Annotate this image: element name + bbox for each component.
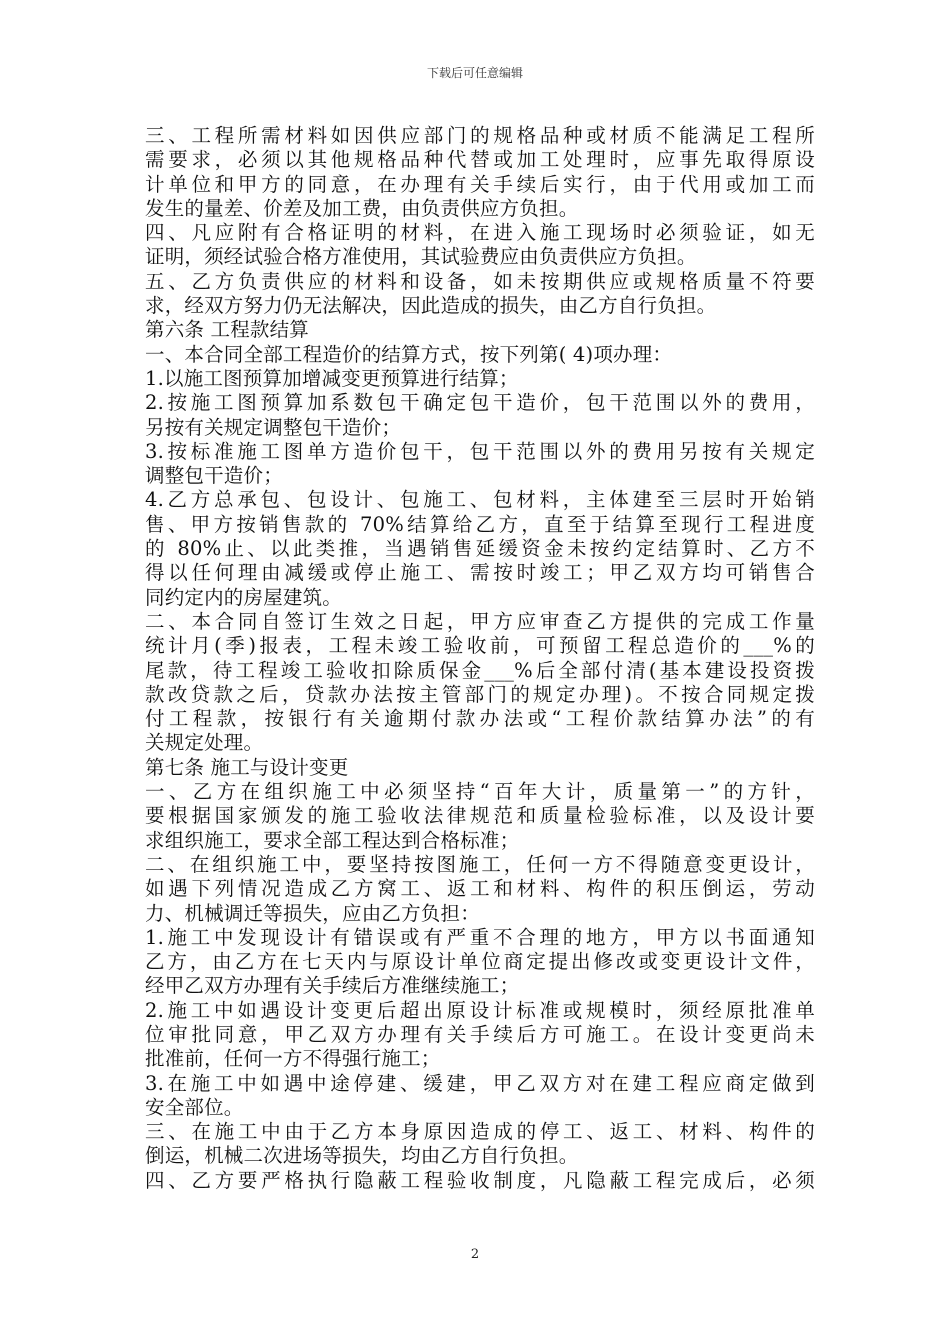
body-line: 3.按标准施工图单方造价包干，包干范围以外的费用另按有关规定: [145, 439, 815, 463]
body-line: 一、本合同全部工程造价的结算方式，按下列第( 4)项办理：: [145, 342, 673, 366]
body-line: 要根据国家颁发的施工验收法律规范和质量检验标准，以及设计要: [145, 804, 815, 828]
body-line: 求，经双方努力仍无法解决，因此造成的损失，由乙方自行负担。: [145, 294, 717, 318]
body-line: 3.在施工中如遇中途停建、缓建，甲乙双方对在建工程应商定做到: [145, 1071, 815, 1095]
body-line: 力、机械调迁等损失，应由乙方负担：: [145, 901, 480, 925]
body-line: 二、本合同自签订生效之日起，甲方应审查乙方提供的完成工作量: [145, 609, 815, 633]
body-line: 求组织施工，要求全部工程达到合格标准；: [145, 828, 520, 852]
body-line: 另按有关规定调整包干造价；: [145, 415, 402, 439]
body-line: 1.以施工图预算加增减变更预算进行结算；: [145, 366, 519, 390]
body-line: 批准前，任何一方不得强行施工；: [145, 1047, 441, 1071]
body-line: 尾款，待工程竣工验收扣除质保金___%后全部付清(基本建设投资拨: [145, 658, 815, 682]
body-line: 同约定内的房屋建筑。: [145, 585, 343, 609]
body-line: 经甲乙双方办理有关手续后方准继续施工；: [145, 974, 520, 998]
body-line: 四、乙方要严格执行隐蔽工程验收制度，凡隐蔽工程完成后，必须: [145, 1168, 815, 1192]
body-line: 的 80%止、以此类推，当遇销售延缓资金未按约定结算时、乙方不: [145, 537, 815, 561]
body-line: 得以任何理由减缓或停止施工、需按时竣工；甲乙双方均可销售合: [145, 561, 815, 585]
document-body: [145, 124, 815, 1193]
body-line: 证明，须经试验合格方准使用，其试验费应由负责供应方负担。: [145, 245, 697, 269]
body-line: 1.施工中发现设计有错误或有严重不合理的地方，甲方以书面通知: [145, 925, 815, 949]
body-line: 付工程款，按银行有关逾期付款办法或“工程价款结算办法”的有: [145, 707, 815, 731]
body-line: 如遇下列情况造成乙方窝工、返工和材料、构件的积压倒运，劳动: [145, 877, 815, 901]
body-line: 计单位和甲方的同意，在办理有关手续后实行，由于代用或加工而: [145, 172, 815, 196]
body-line: 位审批同意，甲乙双方办理有关手续后方可施工。在设计变更尚未: [145, 1022, 815, 1046]
body-line: 五、乙方负责供应的材料和设备，如未按期供应或规格质量不符要: [145, 269, 815, 293]
body-line: 统计月(季)报表，工程未竣工验收前，可预留工程总造价的___%的: [145, 634, 815, 658]
body-line: 2.按施工图预算加系数包干确定包干造价，包干范围以外的费用，: [145, 391, 815, 415]
body-line: 三、在施工中由于乙方本身原因造成的停工、返工、材料、构件的: [145, 1120, 815, 1144]
body-line: 第七条 施工与设计变更: [145, 755, 349, 779]
body-line: 发生的量差、价差及加工费，由负责供应方负担。: [145, 196, 579, 220]
body-line: 款改贷款之后，贷款办法按主管部门的规定办理)。不按合同规定拨: [145, 682, 815, 706]
body-line: 一、乙方在组织施工中必须坚持“百年大计，质量第一”的方针，: [145, 780, 815, 804]
page-header-note: 下载后可任意编辑: [426, 66, 523, 80]
body-line: 第六条 工程款结算: [145, 318, 309, 342]
body-line: 调整包干造价；: [145, 464, 283, 488]
body-line: 二、在组织施工中，要坚持按图施工，任何一方不得随意变更设计，: [145, 852, 815, 876]
body-line: 乙方，由乙方在七天内与原设计单位商定提出修改或变更设计文件，: [145, 950, 815, 974]
body-line: 倒运，机械二次进场等损失，均由乙方自行负担。: [145, 1144, 579, 1168]
body-line: 四、凡应附有合格证明的材料，在进入施工现场时必须验证，如无: [145, 221, 815, 245]
body-line: 关规定处理。: [145, 731, 264, 755]
body-line: 2.施工中如遇设计变更后超出原设计标准或规模时，须经原批准单: [145, 998, 815, 1022]
body-line: 售、甲方按销售款的 70%结算给乙方，直至于结算至现行工程进度: [145, 512, 815, 536]
body-line: 安全部位。: [145, 1095, 244, 1119]
page-number: 2: [470, 1247, 480, 1262]
body-line: 三、工程所需材料如因供应部门的规格品种或材质不能满足工程所: [145, 124, 815, 147]
body-line: 4.乙方总承包、包设计、包施工、包材料，主体建至三层时开始销: [145, 488, 815, 512]
body-line: 需要求，必须以其他规格品种代替或加工处理时，应事先取得原设: [145, 148, 815, 172]
